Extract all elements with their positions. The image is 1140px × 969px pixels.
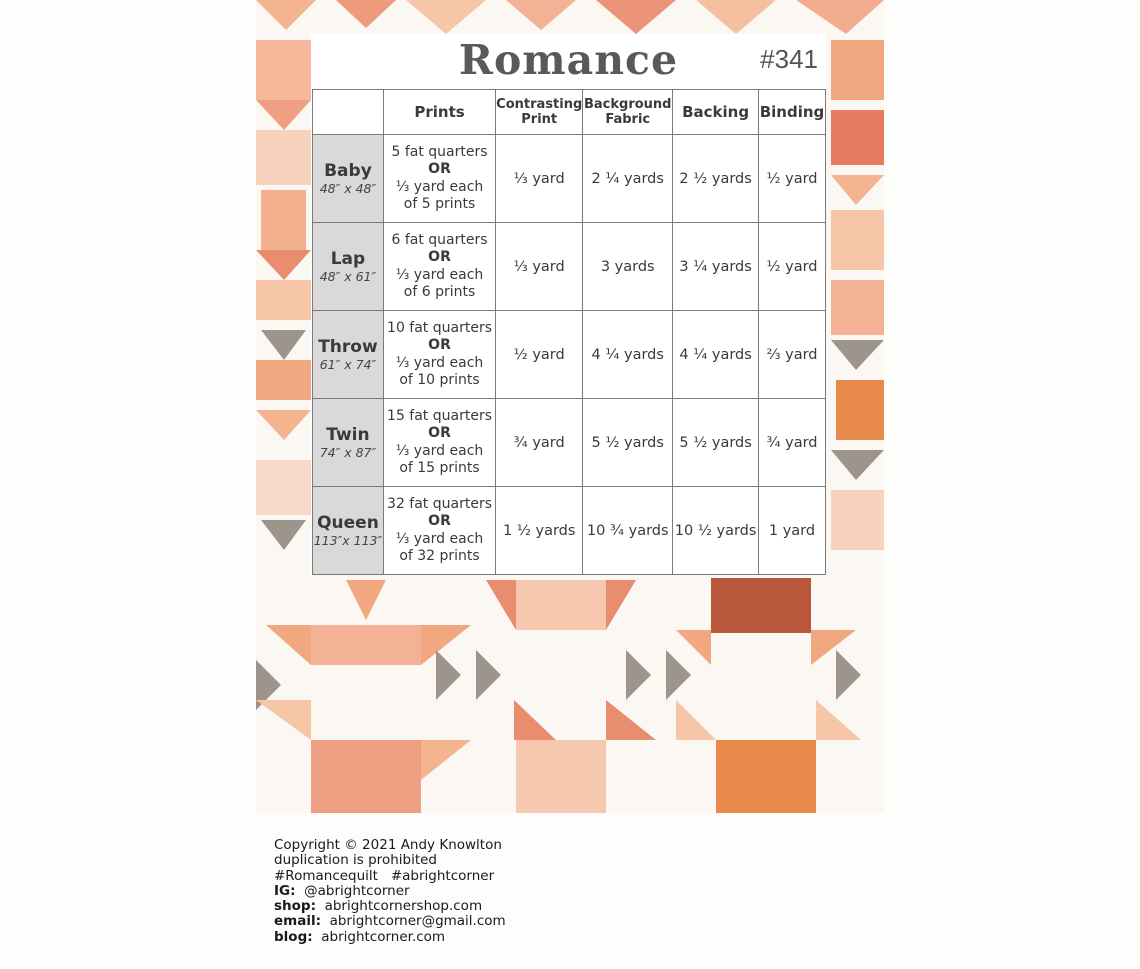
backing-cell: 5 ½ yards: [673, 399, 759, 487]
header-background-fabric: [583, 90, 673, 135]
size-name: Throw: [318, 336, 378, 357]
background-cell: 5 ½ yards: [583, 399, 673, 487]
header-contrasting-line1: Contrasting: [496, 97, 583, 112]
size-dimensions: 61″ x 74″: [319, 356, 377, 372]
backing-cell: 2 ½ yards: [673, 135, 759, 223]
header-contrasting-print: [496, 90, 583, 135]
header-corner-cell: [313, 90, 384, 135]
footer-credits: [274, 838, 506, 945]
email-line: [274, 914, 506, 929]
background-cell: 3 yards: [583, 223, 673, 311]
background-cell: 4 ¼ yards: [583, 311, 673, 399]
instagram-handle[interactable]: @abrightcorner: [304, 882, 410, 899]
email-label: email:: [274, 913, 321, 930]
prints-count: of 5 prints: [403, 196, 476, 212]
binding-cell: ½ yard: [758, 223, 825, 311]
fabric-requirements-table: [312, 89, 826, 575]
binding-cell: ½ yard: [758, 135, 825, 223]
size-name: Baby: [324, 160, 372, 181]
contrasting-cell: 1 ½ yards: [496, 487, 583, 575]
yardage-card: [311, 34, 826, 575]
prints-fat-quarters: 6 fat quarters: [391, 231, 488, 248]
table-row: [313, 223, 826, 311]
header-background-line2: Fabric: [605, 112, 651, 127]
prints-count: of 6 prints: [403, 284, 476, 300]
contrasting-cell: ¾ yard: [496, 399, 583, 487]
size-cell: [313, 223, 384, 311]
title-bar: [311, 34, 826, 88]
prints-cell: [383, 135, 495, 223]
table-row: [313, 135, 826, 223]
prints-yard-each: ⅓ yard each: [395, 354, 484, 371]
size-name: Twin: [326, 424, 370, 445]
shop-link[interactable]: abrightcornershop.com: [324, 898, 483, 915]
binding-cell: ⅔ yard: [758, 311, 825, 399]
prints-or: OR: [428, 337, 451, 353]
instagram-line: [274, 884, 506, 899]
contrasting-cell: ⅓ yard: [496, 223, 583, 311]
header-backing: Backing: [673, 90, 759, 135]
backing-cell: 10 ½ yards: [673, 487, 759, 575]
contrasting-cell: ⅓ yard: [496, 135, 583, 223]
backing-cell: 4 ¼ yards: [673, 311, 759, 399]
size-dimensions: 48″ x 61″: [319, 268, 377, 284]
prints-yard-each: ⅓ yard each: [395, 178, 484, 195]
email-link[interactable]: abrightcorner@gmail.com: [329, 913, 506, 930]
prints-cell: [383, 223, 495, 311]
table-row: [313, 399, 826, 487]
prints-fat-quarters: 15 fat quarters: [387, 407, 492, 424]
pattern-number: #341: [760, 44, 818, 74]
size-name: Queen: [317, 512, 379, 533]
prints-fat-quarters: 32 fat quarters: [387, 495, 492, 512]
size-dimensions: 113″x 113″: [313, 532, 383, 548]
size-dimensions: 48″ x 48″: [319, 180, 377, 196]
prints-or: OR: [428, 425, 451, 441]
instagram-label: IG:: [274, 882, 296, 899]
background-cell: 2 ¼ yards: [583, 135, 673, 223]
table-row: [313, 487, 826, 575]
binding-cell: ¾ yard: [758, 399, 825, 487]
size-name: Lap: [330, 248, 366, 269]
prints-yard-each: ⅓ yard each: [395, 442, 484, 459]
binding-cell: 1 yard: [758, 487, 825, 575]
duplication-line: duplication is prohibited: [274, 852, 437, 869]
prints-cell: [383, 399, 495, 487]
header-binding: Binding: [758, 90, 825, 135]
prints-fat-quarters: 5 fat quarters: [391, 143, 488, 160]
shop-label: shop:: [274, 898, 316, 915]
prints-count: of 10 prints: [399, 372, 480, 388]
contrasting-cell: ½ yard: [496, 311, 583, 399]
header-prints: Prints: [383, 90, 495, 135]
table-header-row: [313, 90, 826, 135]
prints-yard-each: ⅓ yard each: [395, 266, 484, 283]
prints-or: OR: [428, 513, 451, 529]
prints-cell: [383, 311, 495, 399]
blog-link[interactable]: abrightcorner.com: [321, 928, 446, 945]
background-cell: 10 ¾ yards: [583, 487, 673, 575]
prints-fat-quarters: 10 fat quarters: [387, 319, 492, 336]
shop-line: [274, 899, 506, 914]
size-dimensions: 74″ x 87″: [319, 444, 377, 460]
prints-cell: [383, 487, 495, 575]
table-row: [313, 311, 826, 399]
size-cell: [313, 399, 384, 487]
prints-or: OR: [428, 249, 451, 265]
backing-cell: 3 ¼ yards: [673, 223, 759, 311]
hashtags-line: #Romancequilt #abrightcorner: [274, 867, 495, 884]
header-contrasting-line2: Print: [521, 112, 558, 127]
prints-yard-each: ⅓ yard each: [395, 530, 484, 547]
prints-count: of 32 prints: [399, 548, 480, 564]
size-cell: [313, 135, 384, 223]
prints-or: OR: [428, 161, 451, 177]
header-background-line1: Background: [583, 97, 672, 112]
size-cell: [313, 487, 384, 575]
size-cell: [313, 311, 384, 399]
pattern-title: Romance: [458, 36, 679, 84]
blog-label: blog:: [274, 928, 313, 945]
copyright-line: Copyright © 2021 Andy Knowlton: [274, 837, 502, 853]
blog-line: [274, 930, 506, 945]
prints-count: of 15 prints: [399, 460, 480, 476]
